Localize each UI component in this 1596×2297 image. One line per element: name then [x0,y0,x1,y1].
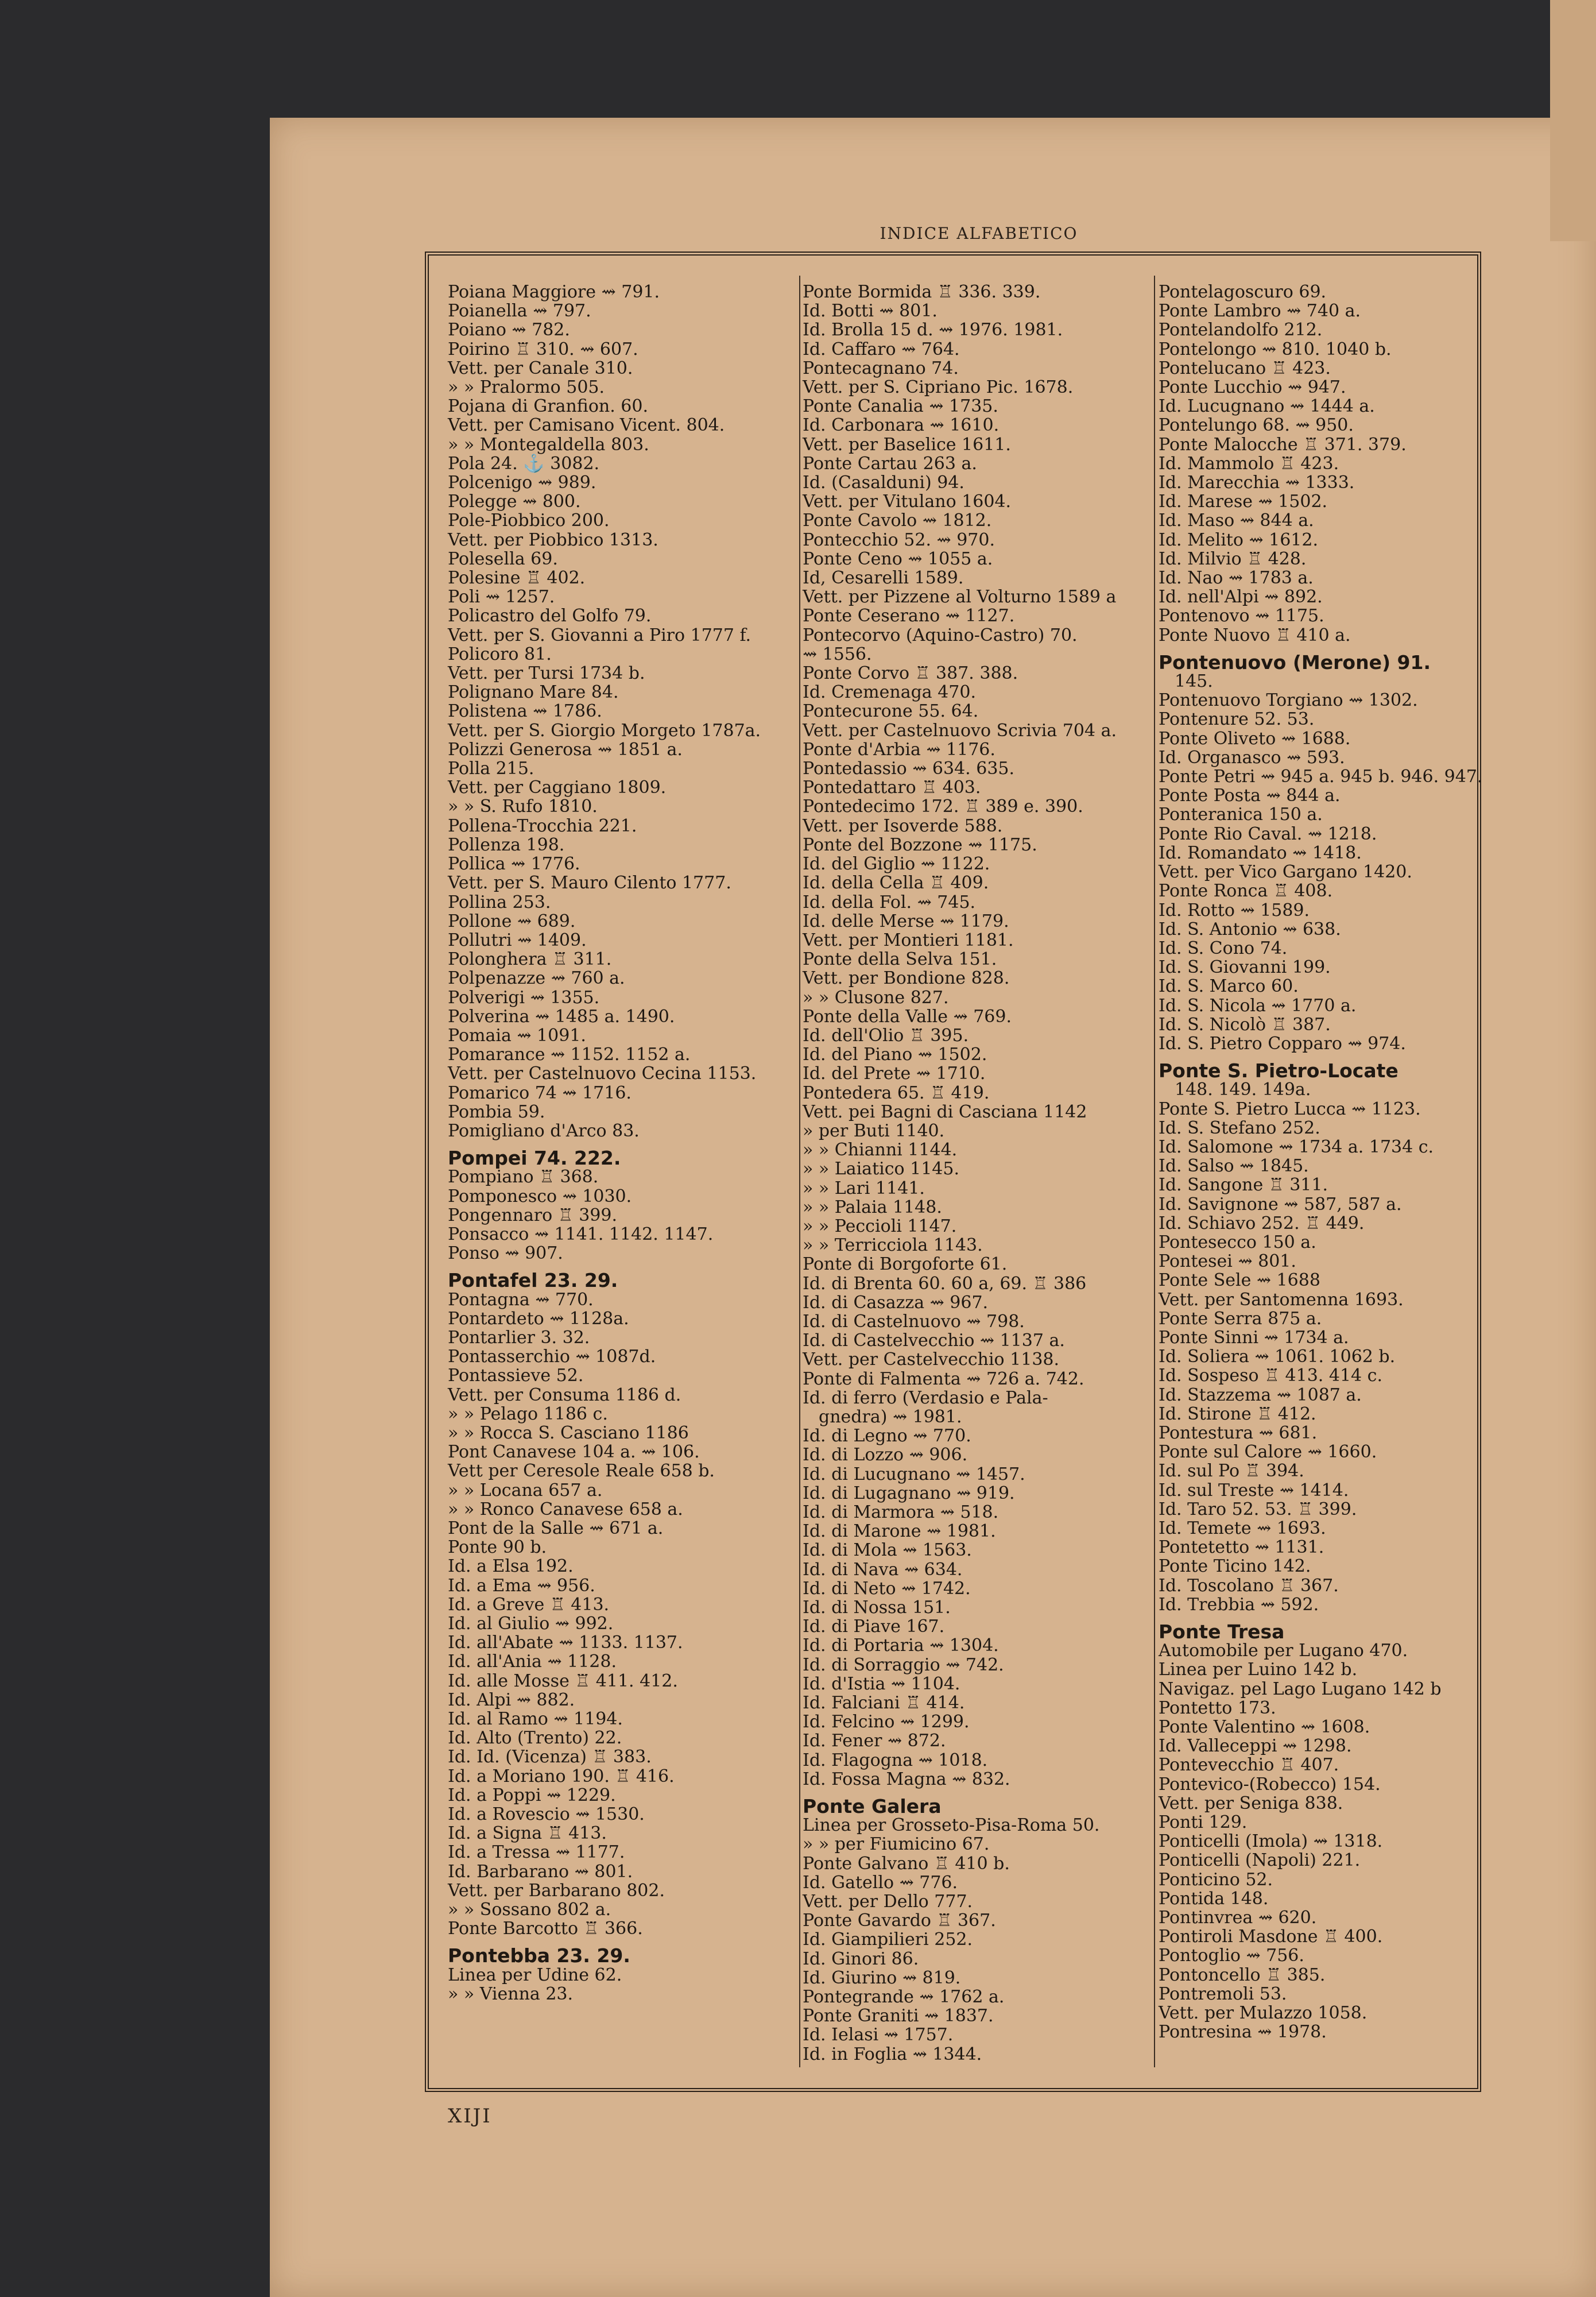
index-entry: Ponte Posta ⇝ 844 a. [1159,786,1341,806]
index-entry: Id. Falciani ♖ 414. [803,1693,965,1714]
index-entry: Id. S. Marco 60. [1159,976,1299,997]
index-heading: Pompei 74. 222. [448,1147,621,1170]
index-entry: Pontegrande ⇝ 1762 a. [803,1987,1005,2008]
index-entry: Id. dell'Olio ♖ 395. [803,1025,969,1046]
index-column-2 [803,283,1153,2064]
index-entry: Id. in Foglia ⇝ 1344. [803,2044,982,2064]
index-entry: Ponte Ceserano ⇝ 1127. [803,606,1015,627]
index-entry: Ponte Graniti ⇝ 1837. [803,2006,994,2027]
index-entry: Id. S. Giovanni 199. [1159,957,1331,978]
index-entry: Pombia 59. [448,1101,545,1122]
index-entry: Id. S. Nicola ⇝ 1770 a. [1159,995,1357,1016]
index-entry: Pongennaro ♖ 399. [448,1205,618,1225]
index-entry: 148. 149. 149a. [1175,1080,1311,1100]
index-entry: Id. Maso ⇝ 844 a. [1159,511,1314,531]
index-entry: Ponte Ceno ⇝ 1055 a. [803,548,993,569]
index-entry: Pontedattaro ♖ 403. [803,778,981,798]
index-entry: Id. d'Istia ⇝ 1104. [803,1673,960,1694]
index-entry: Pontelongo ⇝ 810. 1040 b. [1159,339,1392,359]
index-entry: Id. della Fol. ⇝ 745. [803,892,976,912]
index-entry: Id. di Casazza ⇝ 967. [803,1292,989,1313]
index-entry: Pontoncello ♖ 385. [1159,1965,1326,1985]
index-entry: Pontecurone 55. 64. [803,701,979,722]
index-entry: Id. di Castelvecchio ⇝ 1137 a. [803,1331,1065,1351]
index-entry: Id. di Marmora ⇝ 518. [803,1502,999,1522]
index-entry: Automobile per Lugano 470. [1159,1641,1408,1661]
index-entry: Pontetetto ⇝ 1131. [1159,1537,1324,1558]
index-entry: Id. a Moriano 190. ♖ 416. [448,1766,675,1786]
index-entry: Vett. per Montieri 1181. [803,930,1014,950]
index-entry: Id. (Casalduni) 94. [803,473,964,493]
index-entry: Ponte Cartau 263 a. [803,453,977,474]
index-entry: Ponteranica 150 a. [1159,805,1323,825]
index-entry: Ponte Sele ⇝ 1688 [1159,1270,1320,1291]
index-entry: Id. Milvio ♖ 428. [1159,548,1307,569]
index-entry: » » Terricciola 1143. [803,1235,983,1256]
running-head: INDICE ALFABETICO [880,224,1078,243]
index-entry: Vett. per Barbarano 802. [448,1880,665,1901]
index-entry: Linea per Grosseto-Pisa-Roma 50. [803,1815,1100,1836]
index-entry: Id. all'Abate ⇝ 1133. 1137. [448,1633,683,1653]
index-entry: Pont de la Salle ⇝ 671 a. [448,1518,664,1538]
index-entry: gnedra) ⇝ 1981. [819,1406,962,1427]
index-heading: Ponte Galera [803,1795,942,1818]
index-entry: Pontassieve 52. [448,1366,584,1386]
index-entry: Ponte Lucchio ⇝ 947. [1159,377,1346,398]
index-entry: Policastro del Golfo 79. [448,606,652,627]
index-entry: Id. Rotto ⇝ 1589. [1159,900,1310,921]
index-entry: Navigaz. pel Lago Lugano 142 b [1159,1679,1442,1699]
index-entry: » » Clusone 827. [803,987,949,1008]
index-entry: Ponso ⇝ 907. [448,1243,563,1264]
index-entry: Ponsacco ⇝ 1141. 1142. 1147. [448,1224,714,1244]
index-entry: Ponticelli (Imola) ⇝ 1318. [1159,1831,1383,1852]
index-entry: Vett. per Vitulano 1604. [803,492,1012,512]
index-entry: Ponte di Borgoforte 61. [803,1254,1008,1275]
index-entry: Vett. per Vico Gargano 1420. [1159,862,1412,883]
index-entry: Id. Soliera ⇝ 1061. 1062 b. [1159,1347,1396,1367]
index-entry: Vett. per Piobbico 1313. [448,529,658,550]
index-entry: Pomarance ⇝ 1152. 1152 a. [448,1045,691,1065]
index-entry: Polverigi ⇝ 1355. [448,987,600,1008]
index-entry: Id. di Lucugnano ⇝ 1457. [803,1464,1025,1484]
index-entry: Id. Felcino ⇝ 1299. [803,1712,970,1733]
index-entry: » » Ronco Canavese 658 a. [448,1499,683,1519]
index-entry: Pomigliano d'Arco 83. [448,1120,640,1141]
index-entry: Vett. per Castelvecchio 1138. [803,1349,1060,1370]
index-entry: Pojana di Granfion. 60. [448,396,648,417]
column-divider [1154,276,1155,2067]
index-column-3 [1159,283,1486,2041]
index-entry: Polegge ⇝ 800. [448,492,581,512]
index-entry: Id. all'Ania ⇝ 1128. [448,1652,617,1672]
index-entry: Id. Ginori 86. [803,1948,919,1969]
index-entry: Id. a Ema ⇝ 956. [448,1575,595,1596]
index-entry: Id. Melito ⇝ 1612. [1159,529,1318,550]
index-entry: Pollone ⇝ 689. [448,911,576,931]
index-heading: Pontafel 23. 29. [448,1269,618,1292]
index-entry: Pollenza 198. [448,834,565,855]
index-entry: Id. di Mola ⇝ 1563. [803,1540,972,1561]
index-entry: Linea per Udine 62. [448,1965,622,1985]
index-entry: » per Buti 1140. [803,1120,945,1141]
index-entry: Ponticino 52. [1159,1869,1273,1890]
index-entry: Vett. per Baselice 1611. [803,434,1011,455]
index-entry: Ponte Serra 875 a. [1159,1308,1322,1329]
index-entry: Ponte Sinni ⇝ 1734 a. [1159,1327,1349,1348]
index-entry: Id. Botti ⇝ 801. [803,301,938,322]
index-column-1 [448,283,792,2004]
index-entry: Id. Salomone ⇝ 1734 a. 1734 c. [1159,1136,1434,1157]
index-entry: Id. Salso ⇝ 1845. [1159,1156,1309,1177]
index-entry: Id. Savignone ⇝ 587, 587 a. [1159,1194,1402,1215]
index-entry: Ponte Cavolo ⇝ 1812. [803,511,992,531]
index-entry: » » per Fiumicino 67. [803,1834,990,1855]
index-entry: Polverina ⇝ 1485 a. 1490. [448,1006,675,1027]
index-entry: Ponte sul Calore ⇝ 1660. [1159,1442,1377,1463]
index-entry: Pomponesco ⇝ 1030. [448,1186,632,1206]
index-entry: Ponte Gavardo ♖ 367. [803,1911,996,1931]
index-entry: Id. di ferro (Verdasio e Pala- [803,1387,1048,1408]
index-entry: » » Chianni 1144. [803,1140,958,1161]
index-entry: Poiano ⇝ 782. [448,320,570,341]
index-entry: Id. Fossa Magna ⇝ 832. [803,1769,1010,1789]
index-entry: Ponti 129. [1159,1812,1248,1833]
index-entry: Id. Lucugnano ⇝ 1444 a. [1159,396,1375,417]
index-entry: Id. Organasco ⇝ 593. [1159,747,1345,768]
index-entry: Pontarlier 3. 32. [448,1327,590,1348]
index-entry: Pontevecchio ♖ 407. [1159,1755,1339,1776]
index-entry: Polla 215. [448,759,534,779]
index-entry: Id. Mammolo ♖ 423. [1159,453,1339,474]
index-entry: Ponte Malocche ♖ 371. 379. [1159,434,1407,455]
index-entry: Id. Stazzema ⇝ 1087 a. [1159,1385,1362,1405]
index-entry: Pontremoli 53. [1159,1983,1287,2004]
index-entry: Vett. per Isoverde 588. [803,815,1003,836]
index-entry: Id. di Nossa 151. [803,1598,951,1618]
index-entry: Poianella ⇝ 797. [448,301,591,322]
index-entry: Vett. per Castelnuovo Scrivia 704 a. [803,720,1117,741]
index-entry: Polcenigo ⇝ 989. [448,473,596,493]
index-entry: Ponte Lambro ⇝ 740 a. [1159,301,1361,322]
index-entry: Vett. per Tursi 1734 b. [448,663,645,684]
index-entry: Pontelungo 68. ⇝ 950. [1159,415,1354,436]
page-number: XIJI [448,2105,492,2128]
index-entry: Id. di Sorraggio ⇝ 742. [803,1654,1004,1675]
index-entry: 145. [1175,671,1213,692]
index-entry: Id. di Brenta 60. 60 a, 69. ♖ 386 [803,1273,1087,1294]
index-entry: Id. nell'Alpi ⇝ 892. [1159,587,1323,608]
index-entry: Id. Caffaro ⇝ 764. [803,339,960,359]
index-entry: Ponte 90 b. [448,1537,547,1558]
index-entry: Pontedera 65. ♖ 419. [803,1082,990,1103]
index-entry: Id, Cesarelli 1589. [803,568,964,589]
index-entry: Id. S. Cono 74. [1159,938,1288,958]
index-entry: Vett. per Dello 777. [803,1892,973,1912]
index-entry: Pompiano ♖ 368. [448,1167,599,1188]
index-entry: Ponte Corvo ♖ 387. 388. [803,663,1018,684]
index-entry: Ponte Barcotto ♖ 366. [448,1919,643,1939]
index-entry: Pontesei ⇝ 801. [1159,1251,1296,1272]
index-entry: » » S. Rufo 1810. [448,796,598,817]
index-entry: Pontresina ⇝ 1978. [1159,2022,1327,2043]
index-entry: Id. a Signa ♖ 413. [448,1823,607,1844]
index-entry: Id. a Rovescio ⇝ 1530. [448,1804,645,1825]
index-entry: Pontestura ⇝ 681. [1159,1422,1318,1443]
index-entry: » » Laiatico 1145. [803,1159,960,1180]
index-entry: Id. Alpi ⇝ 882. [448,1689,575,1710]
index-entry: Id. di Neto ⇝ 1742. [803,1578,971,1599]
index-entry: Polesine ♖ 402. [448,568,586,589]
index-entry: Poli ⇝ 1257. [448,587,555,608]
index-entry: Pontecchio 52. ⇝ 970. [803,529,995,550]
index-entry: Id. Marese ⇝ 1502. [1159,492,1328,512]
index-entry: Id. a Tressa ⇝ 1177. [448,1842,625,1863]
index-entry: » » Pelago 1186 c. [448,1403,608,1424]
index-entry: Id. Schiavo 252. ♖ 449. [1159,1213,1365,1233]
index-entry: Id. S. Pietro Copparo ⇝ 974. [1159,1033,1406,1054]
index-entry: Ponte di Falmenta ⇝ 726 a. 742. [803,1368,1084,1389]
index-entry: » » Sossano 802 a. [448,1900,611,1920]
index-entry: Vett. per Caggiano 1809. [448,778,667,798]
index-entry: Vett. per Bondione 828. [803,968,1010,989]
index-entry: Id. Romandato ⇝ 1418. [1159,842,1362,863]
index-entry: Pontelandolfo 212. [1159,320,1323,341]
index-entry: Pontenuovo Torgiano ⇝ 1302. [1159,690,1418,711]
index-entry: Ponte Galvano ♖ 410 b. [803,1853,1010,1874]
index-entry: Id. al Ramo ⇝ 1194. [448,1709,623,1730]
index-entry: Id. alle Mosse ♖ 411. 412. [448,1670,678,1691]
index-entry: Vett. per S. Mauro Cilento 1777. [448,873,731,894]
index-entry: Pontevico-(Robecco) 154. [1159,1774,1381,1795]
index-entry: Id. Carbonara ⇝ 1610. [803,415,1000,436]
index-entry: Id. sul Po ♖ 394. [1159,1461,1304,1482]
index-entry: Id. al Giulio ⇝ 992. [448,1614,614,1634]
index-entry: Ponte Rio Caval. ⇝ 1218. [1159,823,1377,844]
index-entry: Pontiroli Masdone ♖ 400. [1159,1927,1383,1947]
index-entry: Id. Gatello ⇝ 776. [803,1872,958,1893]
index-entry: Polistena ⇝ 1786. [448,701,602,722]
index-entry: Vett. per Canale 310. [448,358,633,378]
index-entry: Pontenure 52. 53. [1159,709,1315,730]
index-entry: Id. Ielasi ⇝ 1757. [803,2025,954,2045]
index-entry: Id. a Greve ♖ 413. [448,1594,610,1615]
index-entry: Poirino ♖ 310. ⇝ 607. [448,339,638,359]
index-heading: Pontebba 23. 29. [448,1944,630,1967]
index-entry: » » Peccioli 1147. [803,1216,957,1236]
index-entry: Ponte Canalia ⇝ 1735. [803,396,998,417]
index-entry: Polignano Mare 84. [448,682,619,703]
index-entry: Pontoglio ⇝ 756. [1159,1946,1304,1966]
index-entry: Id. di Lugagnano ⇝ 919. [803,1483,1015,1503]
index-entry: Vett. per Pizzene al Volturno 1589 a [803,587,1117,608]
index-entry: Vett. per Seniga 838. [1159,1793,1343,1813]
index-entry: Id. Flagogna ⇝ 1018. [803,1750,988,1770]
index-entry: Id. Cremenaga 470. [803,682,977,703]
index-entry: Ponte S. Pietro Lucca ⇝ 1123. [1159,1099,1421,1119]
index-entry: Id. Barbarano ⇝ 801. [448,1861,633,1882]
index-entry: Pont Canavese 104 a. ⇝ 106. [448,1442,700,1463]
index-entry: Id. Alto (Trento) 22. [448,1728,622,1749]
index-entry: Pontida 148. [1159,1888,1269,1909]
page-edge [1550,0,1596,241]
index-entry: Pontedecimo 172. ♖ 389 e. 390. [803,796,1083,817]
index-entry: Id. a Elsa 192. [448,1556,574,1577]
index-entry: Poiana Maggiore ⇝ 791. [448,282,660,302]
index-entry: Id. Trebbia ⇝ 592. [1159,1594,1319,1615]
index-entry: Pontagna ⇝ 770. [448,1289,594,1310]
index-entry: Id. Valleceppi ⇝ 1298. [1159,1736,1352,1757]
index-heading: Ponte S. Pietro-Locate [1159,1059,1399,1082]
index-entry: » » Lari 1141. [803,1178,925,1198]
index-entry: Pomarico 74 ⇝ 1716. [448,1082,632,1103]
index-entry: Vett. per Castelnuovo Cecina 1153. [448,1064,757,1084]
index-entry: Policoro 81. [448,644,552,664]
index-entry: Vett. per S. Giovanni a Piro 1777 f. [448,625,751,645]
index-entry: Ponte della Selva 151. [803,949,997,970]
column-divider [799,276,800,2067]
index-entry: Id. Brolla 15 d. ⇝ 1976. 1981. [803,320,1063,341]
index-entry: Id. sul Treste ⇝ 1414. [1159,1480,1349,1501]
index-entry: Polizzi Generosa ⇝ 1851 a. [448,739,683,760]
index-entry: Polesella 69. [448,548,558,569]
index-entry: » » Pralormo 505. [448,377,605,398]
index-entry: ⇝ 1556. [803,644,872,664]
index-entry: Id. di Castelnuovo ⇝ 798. [803,1311,1025,1332]
index-entry: Polonghera ♖ 311. [448,949,612,970]
index-entry: Pollica ⇝ 1776. [448,854,580,875]
index-entry: Pontardeto ⇝ 1128a. [448,1308,629,1329]
index-entry: Ponte della Valle ⇝ 769. [803,1006,1012,1027]
index-entry: » » Rocca S. Casciano 1186 [448,1422,689,1443]
index-entry: Id. di Legno ⇝ 770. [803,1426,971,1447]
index-entry: Pontasserchio ⇝ 1087d. [448,1347,656,1367]
index-entry: Vett. per Consuma 1186 d. [448,1385,681,1405]
index-entry: Id. S. Stefano 252. [1159,1117,1320,1138]
index-entry: Pontesecco 150 a. [1159,1232,1316,1252]
index-entry: Pontetto 173. [1159,1697,1276,1718]
index-entry: Vett. pei Bagni di Casciana 1142 [803,1101,1087,1122]
index-entry: Id. Giurino ⇝ 819. [803,1967,961,1988]
index-entry: Id. del Giglio ⇝ 1122. [803,854,990,875]
index-entry: Ponte Ticino 142. [1159,1556,1311,1577]
index-entry: Pomaia ⇝ 1091. [448,1025,586,1046]
index-entry: Pole-Piobbico 200. [448,511,610,531]
index-entry: » » Vienna 23. [448,1983,574,2004]
index-entry: Ponticelli (Napoli) 221. [1159,1850,1361,1871]
index-heading: Pontenuovo (Merone) 91. [1159,651,1431,674]
index-entry: Pontecagnano 74. [803,358,959,378]
index-entry: Id. Toscolano ♖ 367. [1159,1575,1339,1596]
index-entry: Vett. per S. Giorgio Morgeto 1787a. [448,720,761,741]
index-entry: » » Montegaldella 803. [448,434,649,455]
index-entry: Pontenovo ⇝ 1175. [1159,606,1324,627]
index-entry: Id. del Prete ⇝ 1710. [803,1064,986,1084]
index-entry: Ponte Petri ⇝ 945 a. 945 b. 946. 947. [1159,767,1483,787]
index-entry: Id. della Cella ♖ 409. [803,873,989,894]
index-entry: Id. di Piave 167. [803,1617,945,1637]
index-entry: Id. di Portaria ⇝ 1304. [803,1635,999,1656]
index-entry: Polpenazze ⇝ 760 a. [448,968,625,989]
index-entry: Id. Taro 52. 53. ♖ 399. [1159,1499,1357,1519]
index-entry: Pollina 253. [448,892,551,912]
index-entry: Vett. per S. Cipriano Pic. 1678. [803,377,1074,398]
index-entry: Id. S. Antonio ⇝ 638. [1159,919,1341,939]
index-entry: Pontedassio ⇝ 634. 635. [803,759,1015,779]
index-entry: Id. del Piano ⇝ 1502. [803,1045,987,1065]
index-heading: Ponte Tresa [1159,1621,1285,1644]
index-entry: Pola 24. ⚓ 3082. [448,453,600,474]
index-entry: Id. Fener ⇝ 872. [803,1731,946,1751]
index-entry: Ponte Nuovo ♖ 410 a. [1159,625,1351,645]
index-entry: Id. Giampilieri 252. [803,1929,973,1950]
index-entry: Ponte Oliveto ⇝ 1688. [1159,728,1351,749]
index-entry: Pontecorvo (Aquino-Castro) 70. [803,625,1078,645]
index-entry: Vett. per Mulazzo 1058. [1159,2003,1368,2024]
index-entry: Id. Sangone ♖ 311. [1159,1175,1328,1196]
index-entry: Id. Stirone ♖ 412. [1159,1403,1316,1424]
index-entry: Id. di Lozzo ⇝ 906. [803,1445,968,1465]
index-entry: Ponte del Bozzone ⇝ 1175. [803,834,1037,855]
index-entry: Id. a Poppi ⇝ 1229. [448,1785,616,1805]
index-entry: Vett. per Santomenna 1693. [1159,1289,1404,1310]
index-entry: Id. di Nava ⇝ 634. [803,1559,963,1580]
index-entry: Pollutri ⇝ 1409. [448,930,587,950]
index-entry: Id. Nao ⇝ 1783 a. [1159,568,1314,589]
index-entry: Id. Marecchia ⇝ 1333. [1159,473,1355,493]
index-entry: Id. Id. (Vicenza) ♖ 383. [448,1747,652,1768]
index-entry: Id. Temete ⇝ 1693. [1159,1518,1326,1538]
index-entry: Id. di Marone ⇝ 1981. [803,1521,996,1542]
index-entry: Pontelucano ♖ 423. [1159,358,1331,378]
index-entry: Id. S. Nicolò ♖ 387. [1159,1014,1331,1035]
index-entry: Linea per Luino 142 b. [1159,1660,1358,1680]
index-entry: Pollena-Trocchia 221. [448,815,637,836]
index-entry: Pontinvrea ⇝ 620. [1159,1908,1317,1928]
index-entry: Ponte Ronca ♖ 408. [1159,881,1333,902]
index-entry: Ponte d'Arbia ⇝ 1176. [803,739,995,760]
index-entry: Ponte Bormida ♖ 336. 339. [803,282,1041,302]
index-entry: Vett per Ceresole Reale 658 b. [448,1461,715,1482]
index-entry: Ponte Valentino ⇝ 1608. [1159,1717,1370,1738]
index-entry: Id. Sospeso ♖ 413. 414 c. [1159,1366,1382,1386]
index-entry: Vett. per Camisano Vicent. 804. [448,415,725,436]
index-entry: Id. delle Merse ⇝ 1179. [803,911,1009,931]
index-entry: » » Locana 657 a. [448,1480,603,1501]
index-entry: » » Palaia 1148. [803,1197,942,1217]
index-entry: Pontelagoscuro 69. [1159,282,1327,302]
